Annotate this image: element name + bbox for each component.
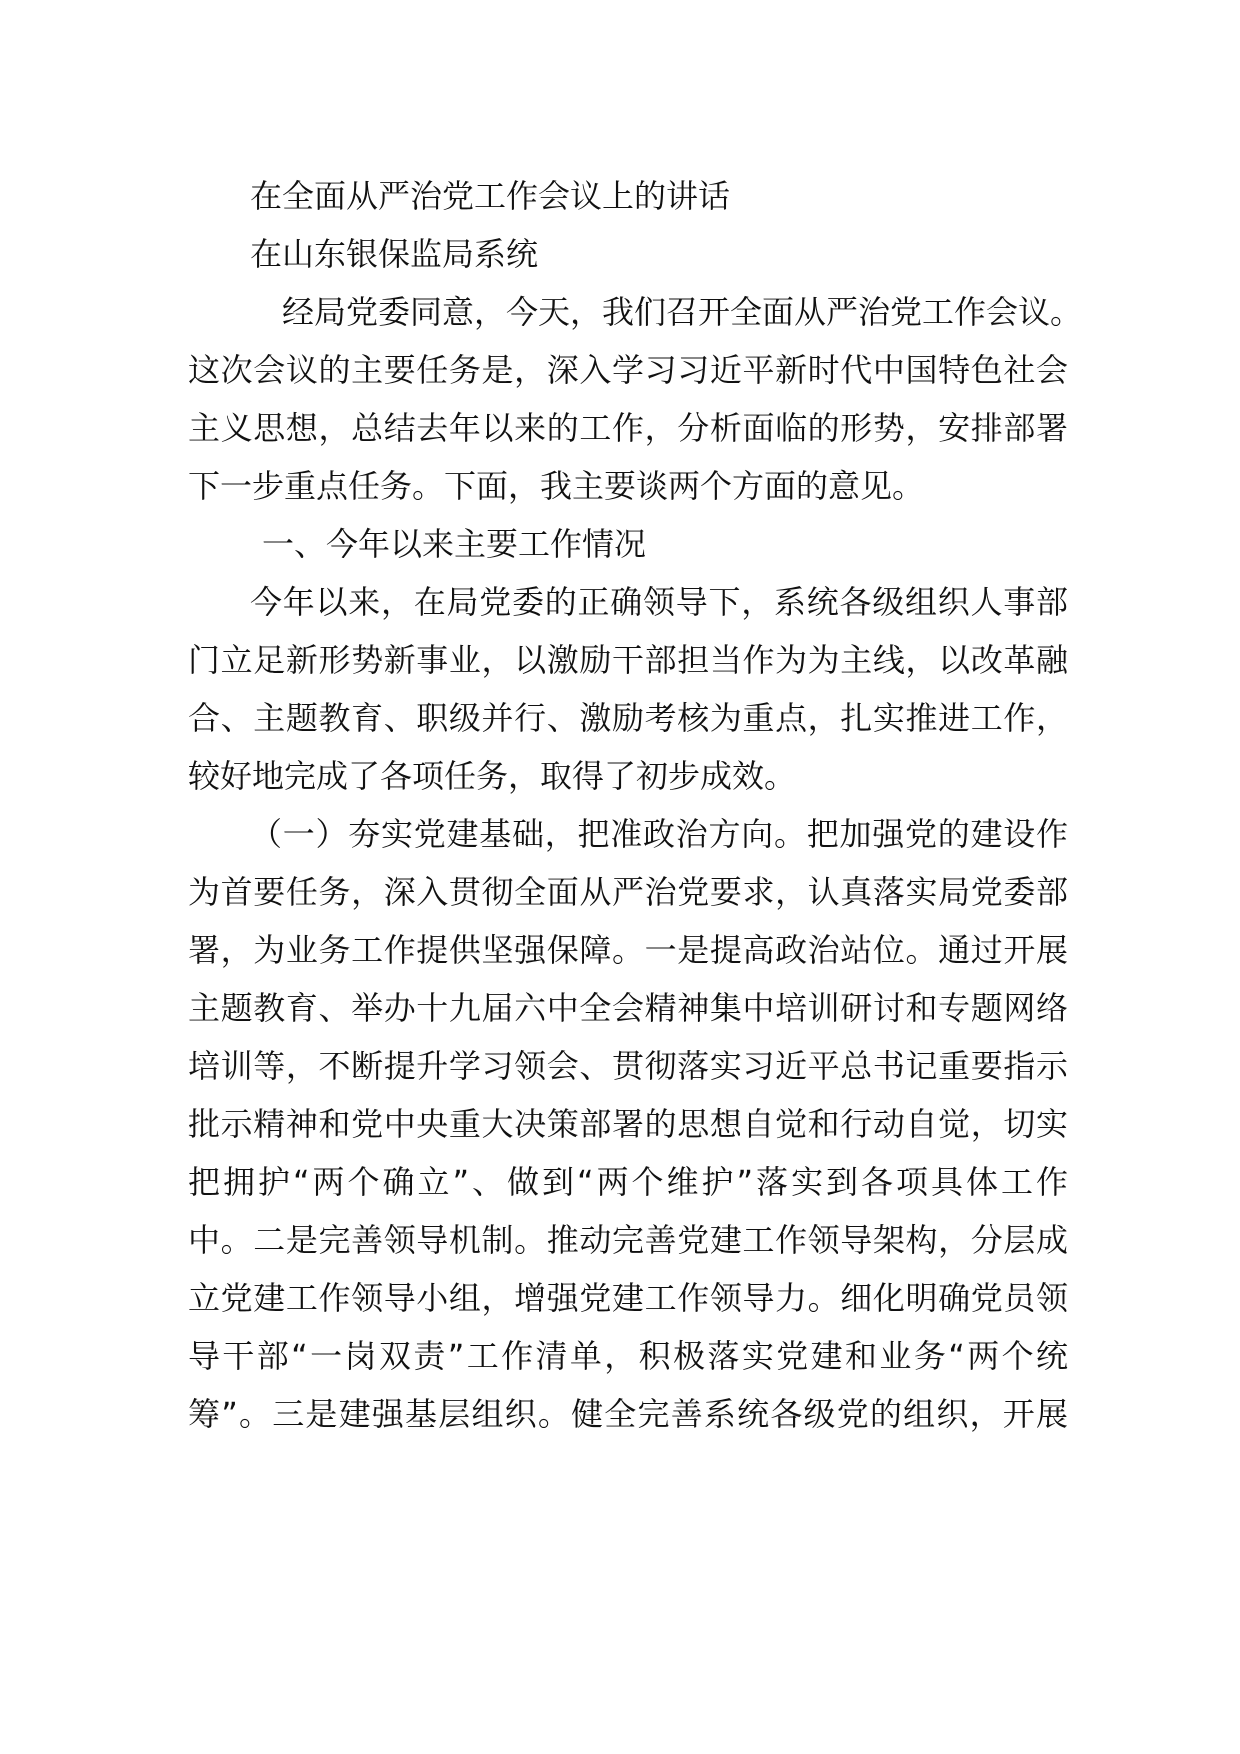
paragraph-line: 这次会议的主要任务是，深入学习习近平新时代中国特色社会 <box>188 351 1068 389</box>
paragraph-line: 主义思想，总结去年以来的工作，分析面临的形势，安排部署 <box>188 409 1068 447</box>
document-title: 在全面从严治党工作会议上的讲话 <box>250 177 731 215</box>
paragraph-line: 今年以来，在局党委的正确领导下，系统各级组织人事部 <box>250 583 1068 621</box>
paragraph-line: 把拥护“两个确立”、做到“两个维护”落实到各项具体工作 <box>188 1163 1068 1201</box>
paragraph-line: 批示精神和党中央重大决策部署的思想自觉和行动自觉，切实 <box>188 1105 1068 1143</box>
paragraph-line: 署，为业务工作提供坚强保障。一是提高政治站位。通过开展 <box>188 931 1068 969</box>
section-heading: 一、今年以来主要工作情况 <box>262 525 647 563</box>
paragraph-line: 较好地完成了各项任务，取得了初步成效。 <box>188 757 797 795</box>
paragraph-line: 主题教育、举办十九届六中全会精神集中培训研讨和专题网络 <box>188 989 1068 1027</box>
paragraph-line: 筹”。三是建强基层组织。健全完善系统各级党的组织，开展 <box>188 1395 1068 1433</box>
paragraph-line: 中。二是完善领导机制。推动完善党建工作领导架构，分层成 <box>188 1221 1068 1259</box>
paragraph-line: 培训等，不断提升学习领会、贯彻落实习近平总书记重要指示 <box>188 1047 1068 1085</box>
subsection-line: （一）夯实党建基础，把准政治方向。把加强党的建设作 <box>250 815 1068 853</box>
paragraph-line: 经局党委同意，今天，我们召开全面从严治党工作会议。 <box>282 293 1083 331</box>
paragraph-line: 门立足新形势新事业，以激励干部担当作为为主线，以改革融 <box>188 641 1068 679</box>
paragraph-line: 导干部“一岗双责”工作清单，积极落实党建和业务“两个统 <box>188 1337 1068 1375</box>
document-subtitle: 在山东银保监局系统 <box>250 235 539 273</box>
paragraph-line: 为首要任务，深入贯彻全面从严治党要求，认真落实局党委部 <box>188 873 1068 911</box>
paragraph-line: 下一步重点任务。下面，我主要谈两个方面的意见。 <box>188 467 925 505</box>
paragraph-line: 立党建工作领导小组，增强党建工作领导力。细化明确党员领 <box>188 1279 1068 1317</box>
paragraph-line: 合、主题教育、职级并行、激励考核为重点，扎实推进工作， <box>188 699 1068 737</box>
